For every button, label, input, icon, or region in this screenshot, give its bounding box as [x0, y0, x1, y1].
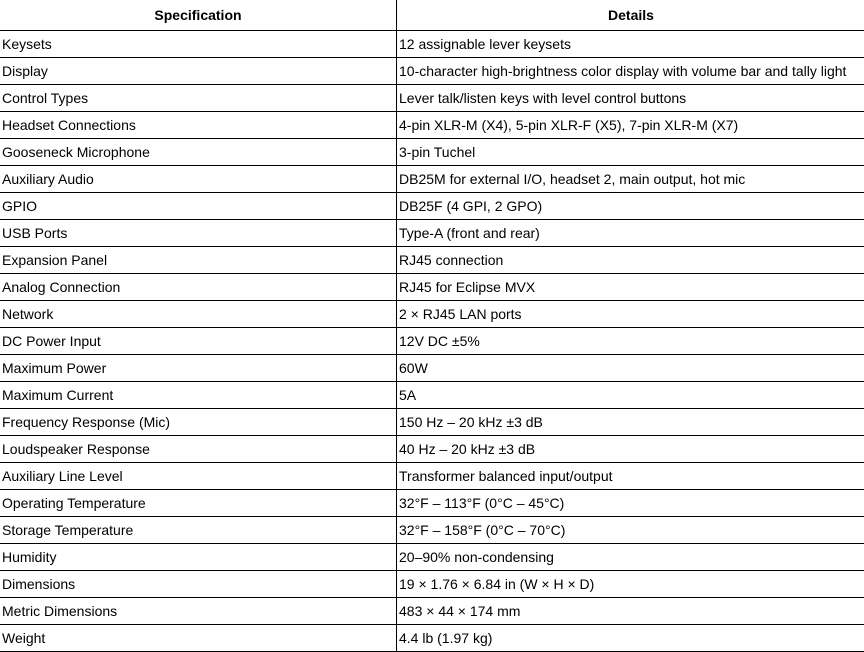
header-row: [0, 0, 864, 31]
spec-name-cell: Humidity: [0, 544, 397, 571]
spec-detail-cell: 40 Hz – 20 kHz ±3 dB: [397, 436, 864, 463]
spec-detail-cell: 4-pin XLR-M (X4), 5-pin XLR-F (X5), 7-pin XLR-M (X7): [397, 112, 864, 139]
spec-detail-cell: 3-pin Tuchel: [397, 139, 864, 166]
spec-name-cell: Metric Dimensions: [0, 598, 397, 625]
table-row: [0, 544, 864, 571]
table-row: [0, 247, 864, 274]
table-row: [0, 58, 864, 85]
table-body: [0, 31, 864, 652]
spec-detail-cell: Type-A (front and rear): [397, 220, 864, 247]
spec-detail-cell: 5A: [397, 382, 864, 409]
table-row: [0, 436, 864, 463]
spec-name-cell: Gooseneck Microphone: [0, 139, 397, 166]
table-row: [0, 274, 864, 301]
spec-detail-cell: Lever talk/listen keys with level control buttons: [397, 85, 864, 112]
spec-name-cell: Auxiliary Line Level: [0, 463, 397, 490]
table-row: [0, 193, 864, 220]
spec-name-cell: Dimensions: [0, 571, 397, 598]
table-row: [0, 328, 864, 355]
column-header-specification: Specification: [0, 0, 397, 31]
spec-detail-cell: DB25F (4 GPI, 2 GPO): [397, 193, 864, 220]
table-header: [0, 0, 864, 31]
spec-detail-cell: DB25M for external I/O, headset 2, main output, hot mic: [397, 166, 864, 193]
table-row: [0, 139, 864, 166]
table-row: [0, 355, 864, 382]
spec-detail-cell: 20–90% non-condensing: [397, 544, 864, 571]
spec-name-cell: Analog Connection: [0, 274, 397, 301]
table-row: [0, 31, 864, 58]
spec-name-cell: GPIO: [0, 193, 397, 220]
table-row: [0, 571, 864, 598]
spec-name-cell: Weight: [0, 625, 397, 652]
table-row: [0, 490, 864, 517]
spec-detail-cell: Transformer balanced input/output: [397, 463, 864, 490]
table-row: [0, 301, 864, 328]
spec-detail-cell: 10-character high-brightness color display with volume bar and tally light: [397, 58, 864, 85]
spec-name-cell: Storage Temperature: [0, 517, 397, 544]
spec-detail-cell: 32°F – 158°F (0°C – 70°C): [397, 517, 864, 544]
table-row: [0, 409, 864, 436]
spec-detail-cell: RJ45 connection: [397, 247, 864, 274]
table-row: [0, 598, 864, 625]
spec-name-cell: Operating Temperature: [0, 490, 397, 517]
spec-name-cell: Maximum Current: [0, 382, 397, 409]
spec-name-cell: Display: [0, 58, 397, 85]
spec-name-cell: DC Power Input: [0, 328, 397, 355]
spec-name-cell: Maximum Power: [0, 355, 397, 382]
spec-detail-cell: 150 Hz – 20 kHz ±3 dB: [397, 409, 864, 436]
spec-detail-cell: 32°F – 113°F (0°C – 45°C): [397, 490, 864, 517]
table-row: [0, 517, 864, 544]
spec-name-cell: Frequency Response (Mic): [0, 409, 397, 436]
table-row: [0, 463, 864, 490]
column-header-details: Details: [397, 0, 864, 31]
spec-name-cell: Headset Connections: [0, 112, 397, 139]
spec-detail-cell: 2 × RJ45 LAN ports: [397, 301, 864, 328]
spec-name-cell: Control Types: [0, 85, 397, 112]
spec-detail-cell: 19 × 1.76 × 6.84 in (W × H × D): [397, 571, 864, 598]
spec-detail-cell: 12V DC ±5%: [397, 328, 864, 355]
spec-name-cell: Expansion Panel: [0, 247, 397, 274]
spec-detail-cell: RJ45 for Eclipse MVX: [397, 274, 864, 301]
table-row: [0, 112, 864, 139]
table-row: [0, 166, 864, 193]
spec-name-cell: Network: [0, 301, 397, 328]
spec-name-cell: Auxiliary Audio: [0, 166, 397, 193]
spec-name-cell: Loudspeaker Response: [0, 436, 397, 463]
spec-detail-cell: 60W: [397, 355, 864, 382]
spec-detail-cell: 483 × 44 × 174 mm: [397, 598, 864, 625]
table-row: [0, 382, 864, 409]
table-row: [0, 85, 864, 112]
spec-detail-cell: 4.4 lb (1.97 kg): [397, 625, 864, 652]
table-row: [0, 625, 864, 652]
spec-name-cell: USB Ports: [0, 220, 397, 247]
table-row: [0, 220, 864, 247]
spec-detail-cell: 12 assignable lever keysets: [397, 31, 864, 58]
spec-name-cell: Keysets: [0, 31, 397, 58]
